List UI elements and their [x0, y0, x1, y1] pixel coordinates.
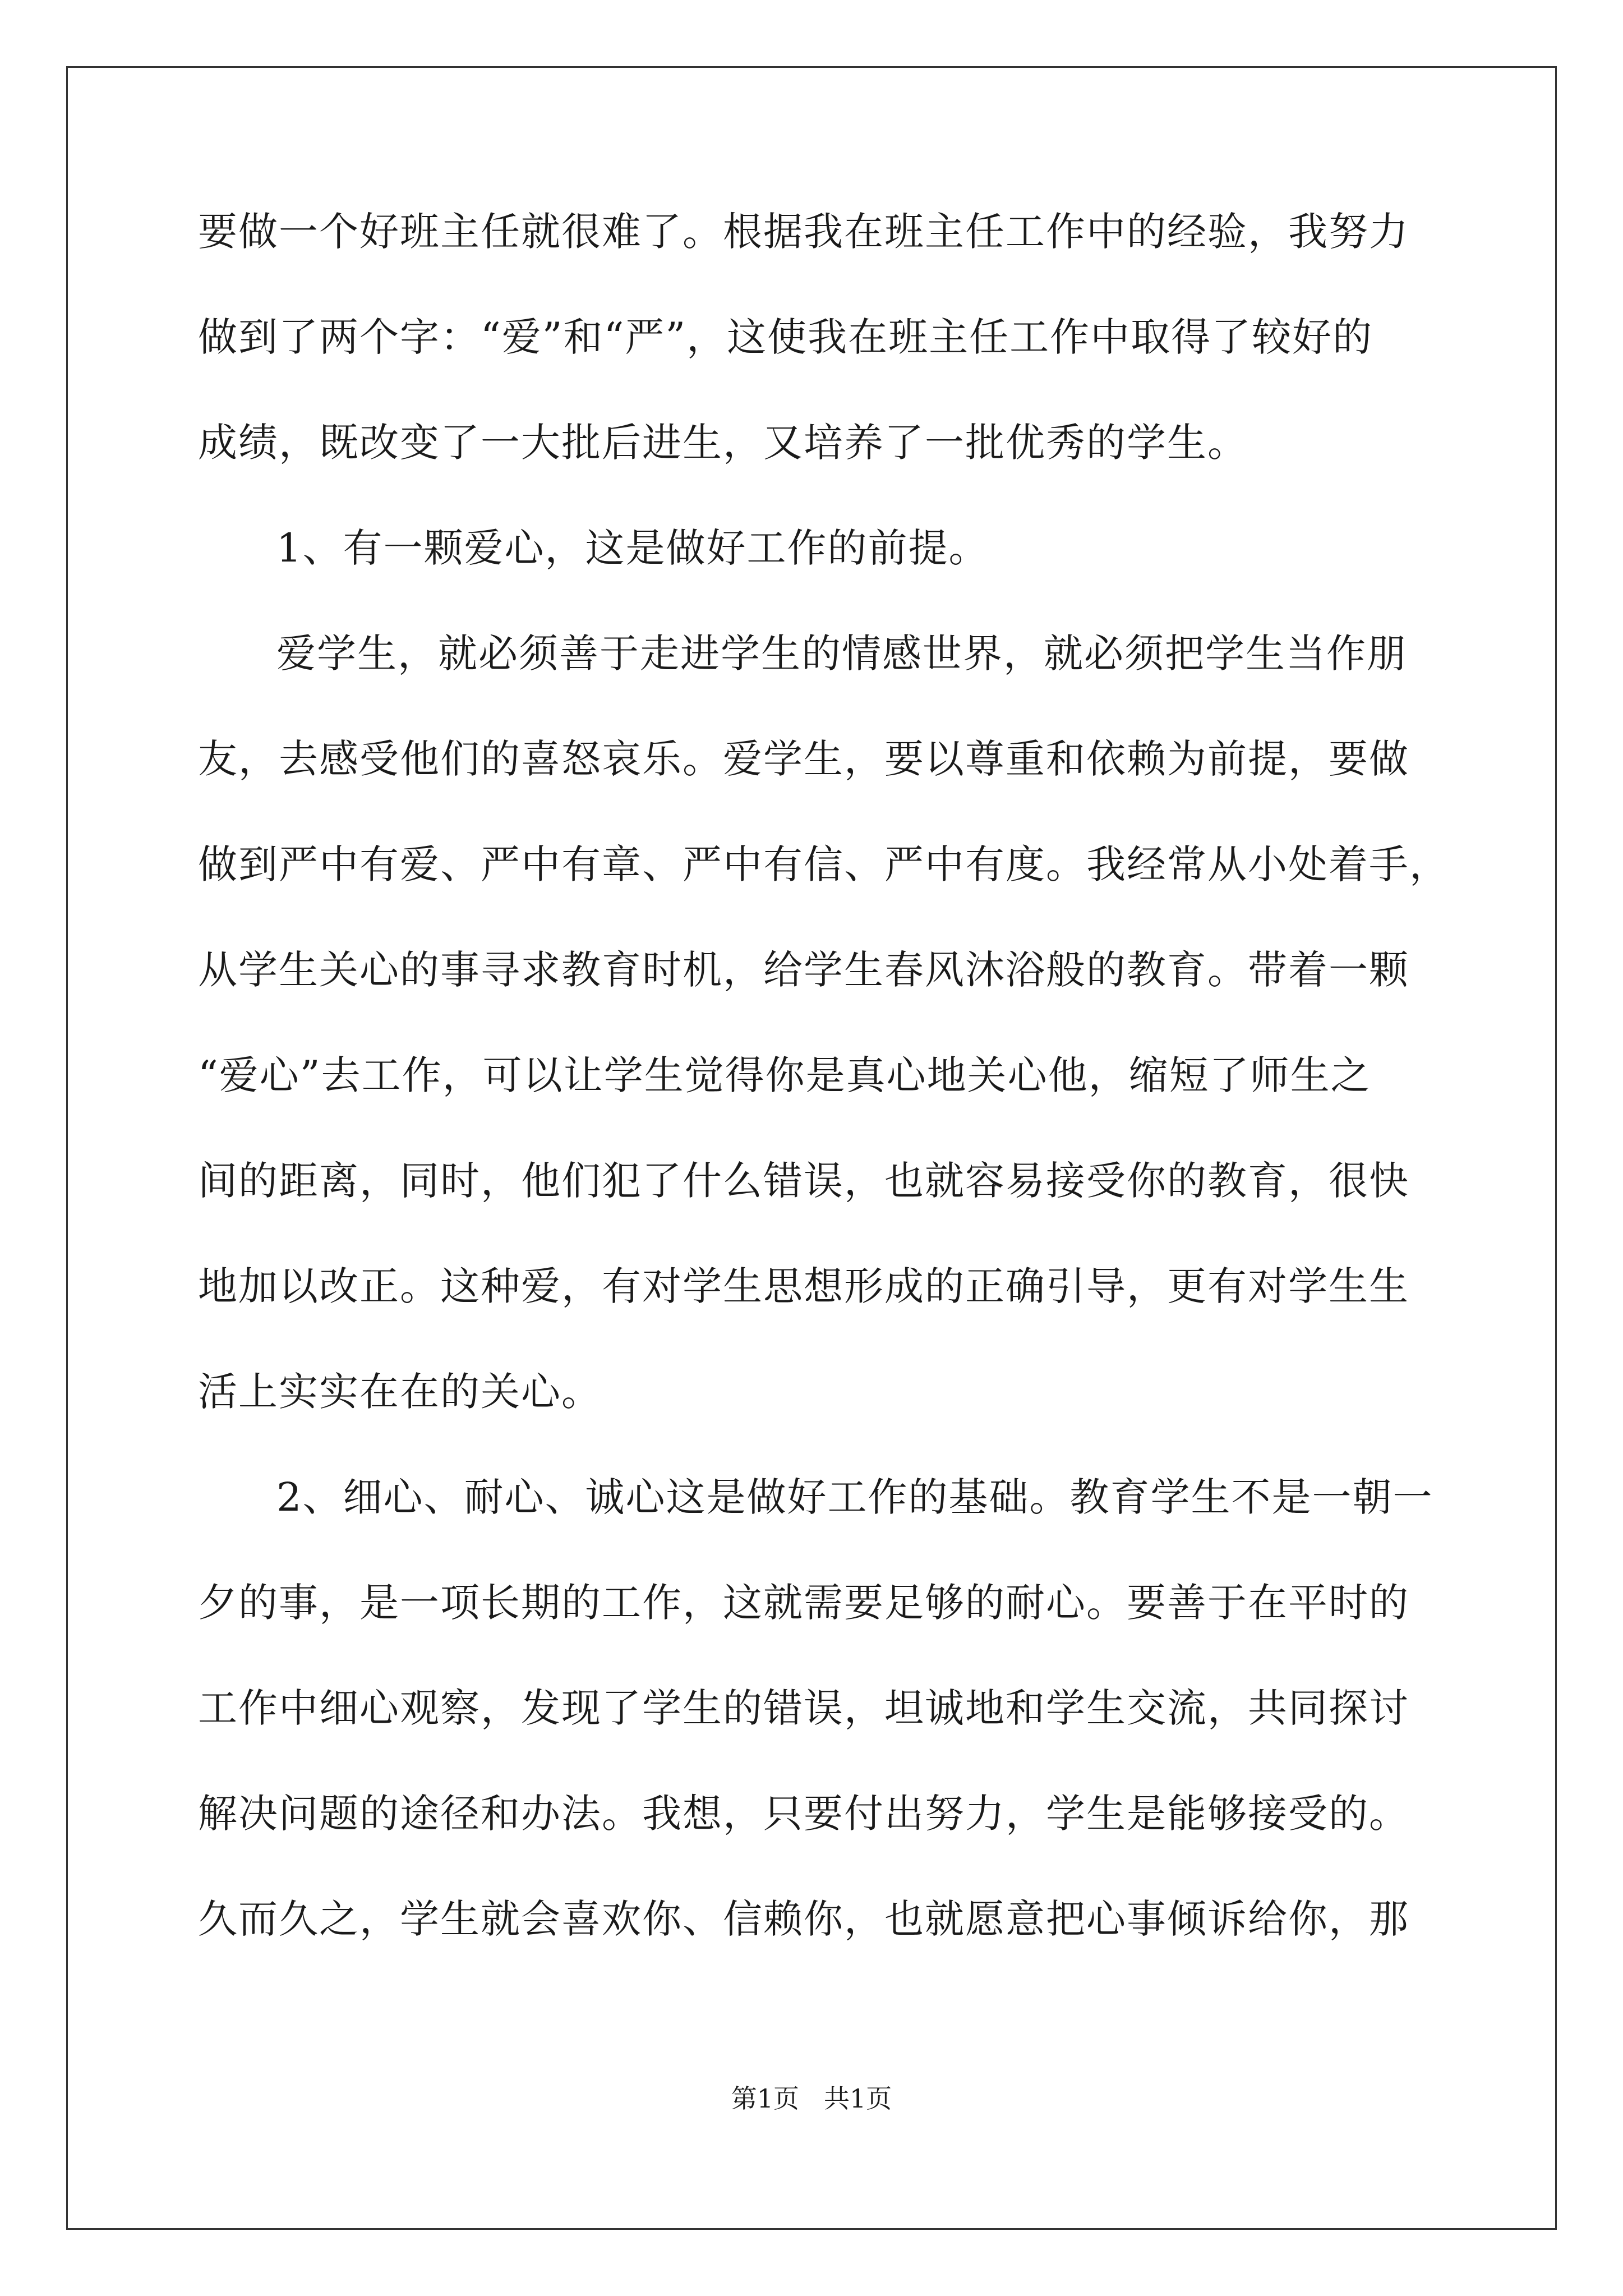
text-line: 工作中细心观察，发现了学生的错误，坦诚地和学生交流，共同探讨	[198, 1685, 1409, 1731]
text-line: 做到了两个字：“爱”和“严”，这使我在班主任工作中取得了较好的	[198, 314, 1373, 360]
text-line: 要做一个好班主任就很难了。根据我在班主任工作中的经验，我努力	[198, 209, 1409, 255]
text-line: 活上实实在在的关心。	[198, 1369, 602, 1415]
text-line: 解决问题的途径和办法。我想，只要付出努力，学生是能够接受的。	[198, 1791, 1409, 1837]
text-line: 夕的事，是一项长期的工作，这就需要足够的耐心。要善于在平时的	[198, 1580, 1409, 1626]
page-total: 共1页	[823, 2083, 892, 2114]
text-line: “爱心”去工作，可以让学生觉得你是真心地关心他，缩短了师生之	[198, 1052, 1371, 1098]
document-body	[198, 209, 1450, 2005]
text-line: 地加以改正。这种爱，有对学生思想形成的正确引导，更有对学生生	[198, 1263, 1409, 1309]
text-line: 爱学生，就必须善于走进学生的情感世界，就必须把学生当作朋	[276, 631, 1407, 677]
text-line: 1、有一颗爱心，这是做好工作的前提。	[276, 525, 989, 571]
page-number: 第1页	[731, 2083, 800, 2114]
page-footer	[0, 2083, 1623, 2114]
text-line: 友，去感受他们的喜怒哀乐。爱学生，要以尊重和依赖为前提，要做	[198, 736, 1409, 782]
text-line: 久而久之，学生就会喜欢你、信赖你，也就愿意把心事倾诉给你，那	[198, 1896, 1409, 1942]
text-line: 2、细心、耐心、诚心这是做好工作的基础。教育学生不是一朝一	[276, 1474, 1433, 1520]
text-line: 从学生关心的事寻求教育时机，给学生春风沐浴般的教育。带着一颗	[198, 947, 1409, 993]
text-line: 间的距离，同时，他们犯了什么错误，也就容易接受你的教育，很快	[198, 1158, 1409, 1204]
text-line: 做到严中有爱、严中有章、严中有信、严中有度。我经常从小处着手，	[198, 841, 1450, 887]
text-line: 成绩，既改变了一大批后进生，又培养了一批优秀的学生。	[198, 420, 1248, 466]
